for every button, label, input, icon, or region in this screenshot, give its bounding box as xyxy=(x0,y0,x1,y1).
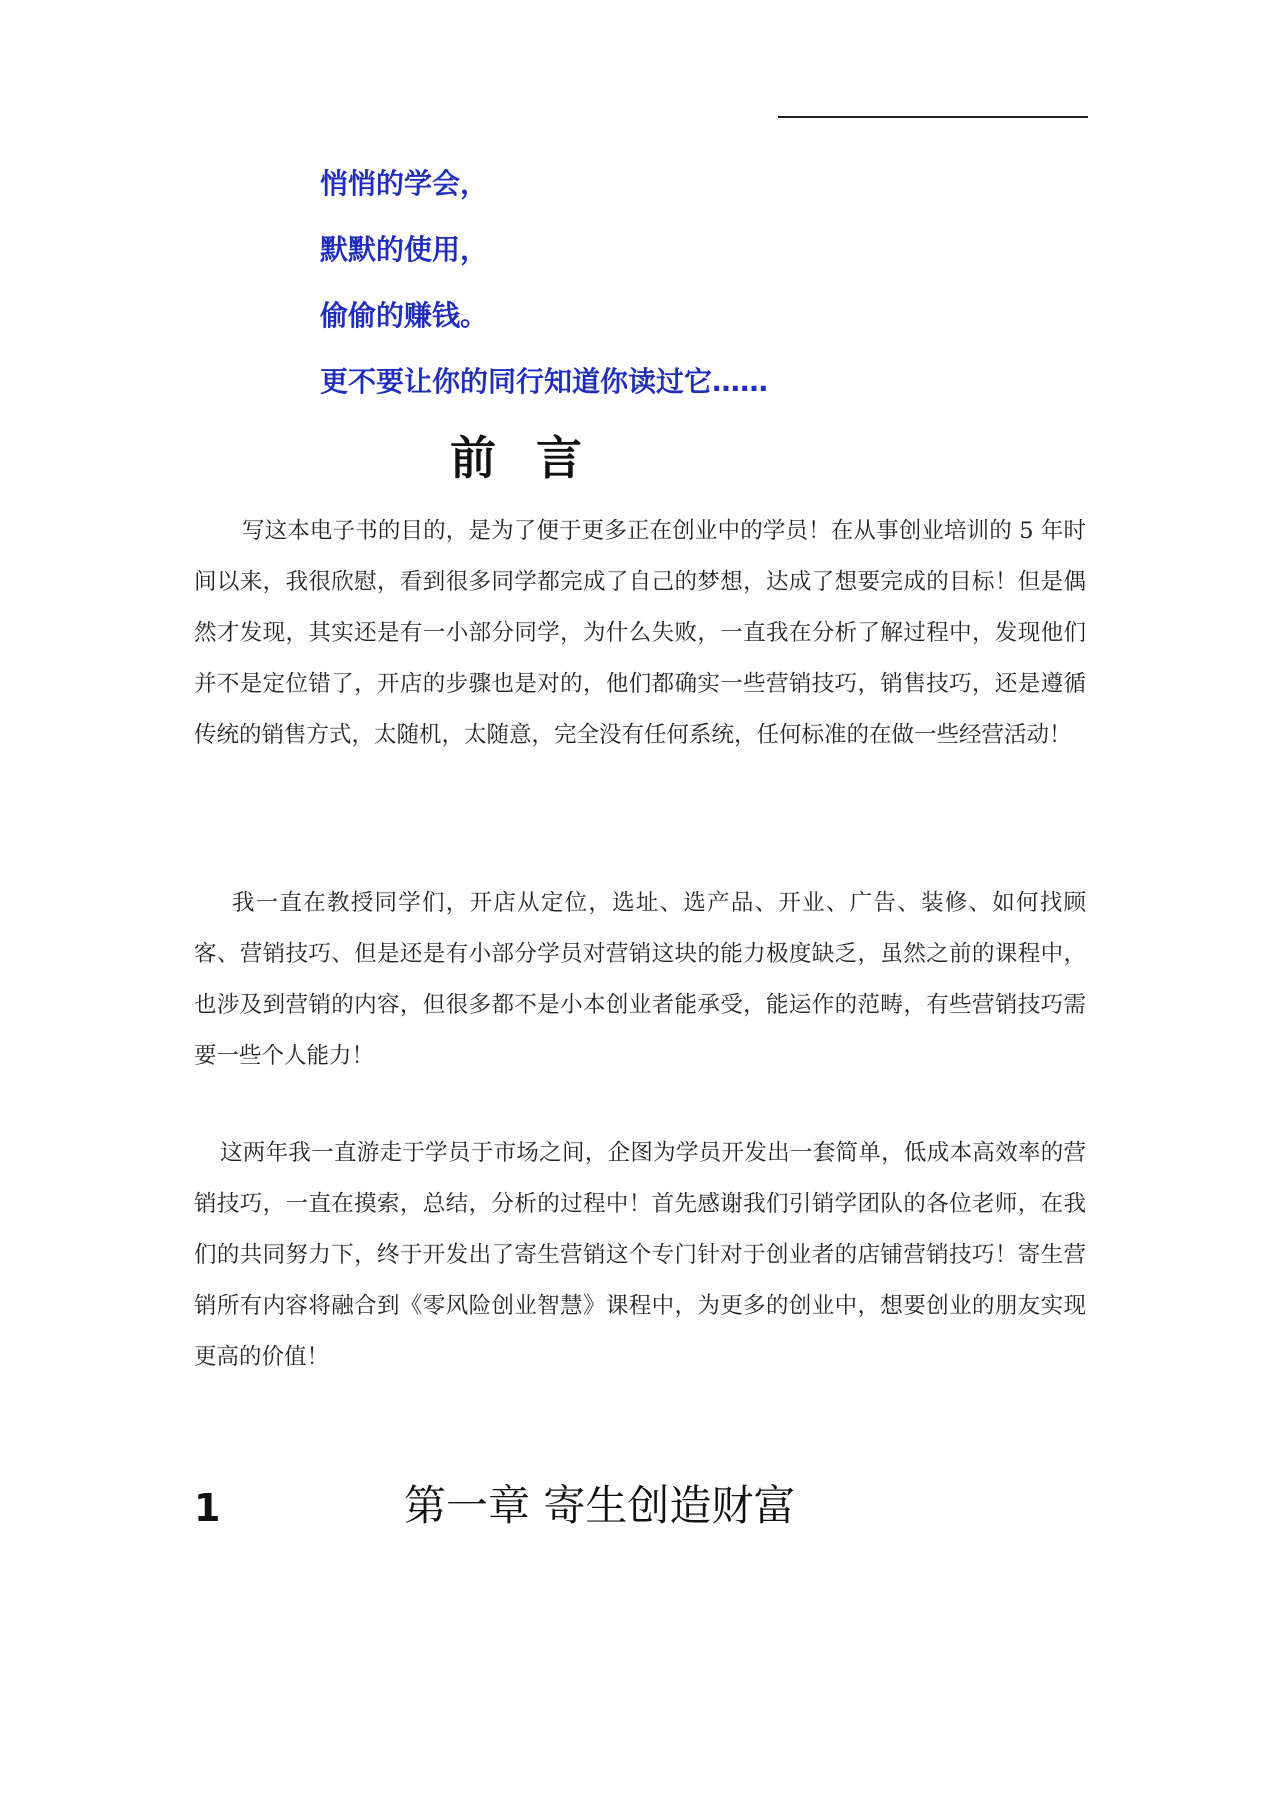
motto-line: 默默的使用， xyxy=(320,233,489,266)
motto-line: 更不要让你的同行知道你读过它…… xyxy=(320,365,769,398)
paragraph-text: 这两年我一直游走于学员于市场之间，企图为学员开发出一套简单，低成本高效率的营销技巧，一直在摸索，总结，分析的过程中！首先感谢我们引销学团队的各位老师，在我们的共同努力下，终于开发出了寄生营销这个专门针对于创业者的店铺营销技巧！寄生营销所有内容将融合到《零风险创业智慧》课程中，为更多的创业中，想要创业的朋友实现更高的价值！ xyxy=(194,1140,1086,1370)
paragraph-text: 我一直在教授同学们，开店从定位，选址、选产品、开业、广告、装修、如何找顾客、营销技巧、但是还是有小部分学员对营销这块的能力极度缺乏，虽然之前的课程中，也涉及到营销的内容，但很多都不是小本创业者能承受，能运作的范畴，有些营销技巧需要一些个人能力！ xyxy=(194,890,1086,1069)
preface-title: 前言 xyxy=(450,431,622,485)
chapter-number: 1 xyxy=(194,1486,221,1530)
preface-paragraph-3 xyxy=(194,1128,1086,1383)
paragraph-text: 写这本电子书的目的，是为了便于更多正在创业中的学员！在从事创业培训的 5 年时间以来，我很欣慰，看到很多同学都完成了自己的梦想，达成了想要完成的目标！但是偶然才发现，其实还是有一小部分同学，为什么失败，一直我在分析了解过程中，发现他们并不是定位错了，开店的步骤也是对的，他们都确实一些营销技巧，销售技巧，还是遵循传统的销售方式，太随机，太随意，完全没有任何系统，任何标准的在做一些经营活动！ xyxy=(194,518,1086,748)
header-rule xyxy=(778,116,1088,118)
motto-block xyxy=(320,164,1120,428)
chapter-title: 第一章 寄生创造财富 xyxy=(404,1481,796,1530)
preface-paragraph-2 xyxy=(194,878,1086,1082)
preface-paragraph-1 xyxy=(194,506,1086,761)
motto-line: 偷偷的赚钱。 xyxy=(320,299,489,332)
motto-line: 悄悄的学会， xyxy=(320,167,489,200)
